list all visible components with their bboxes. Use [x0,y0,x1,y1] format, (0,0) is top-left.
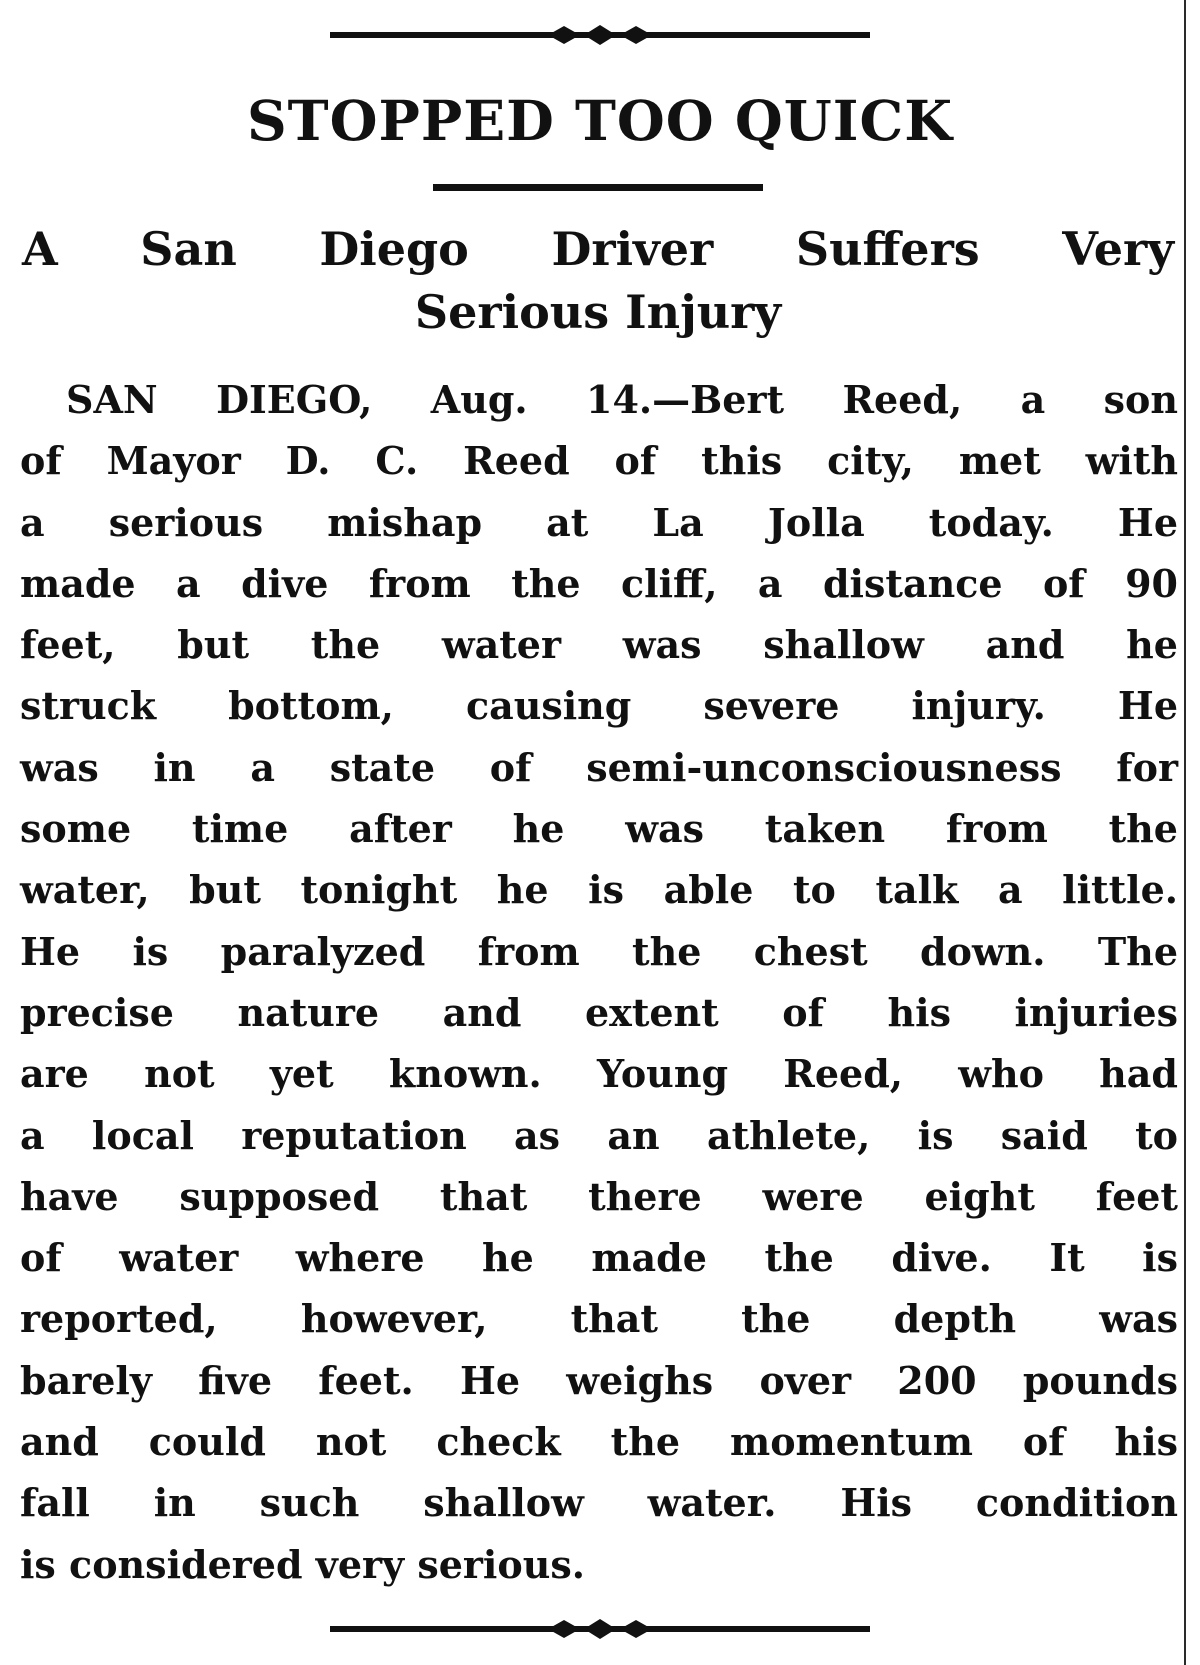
column-edge-rule [1184,0,1186,1665]
body-line: SAN DIEGO, Aug. 14.—Bert Reed, a son [66,377,1178,422]
body-line: barely five feet. He weighs over 200 pounds [20,1357,1178,1403]
body-line: fall in such shallow water. His condition [20,1480,1178,1526]
body-line: reported, however, that the depth was [20,1296,1178,1342]
body-line: was in a state of semi-unconsciousness for [20,744,1178,790]
subheadline-line: A San Diego Driver Suffers Very [22,222,1174,276]
body-line: is considered very serious. [20,1541,585,1587]
subheadline [22,218,1174,344]
body-line: feet, but the water was shallow and he [20,622,1178,668]
bottom-ornamental-rule [330,1614,870,1644]
body-line: struck bottom, causing severe injury. He [20,683,1178,729]
body-line: of Mayor D. C. Reed of this city, met with [20,438,1178,484]
body-line: a local reputation as an athlete, is said to [20,1112,1178,1158]
headline: STOPPED TOO QUICK [246,88,954,153]
headline-divider [433,184,763,191]
body-line: made a dive from the cliff, a distance of 90 [20,560,1178,606]
body-line: precise nature and extent of his injuries [20,989,1178,1035]
subheadline-line: Serious Injury [414,285,782,339]
article-body [20,369,1178,1595]
body-line: are not yet known. Young Reed, who had [20,1051,1178,1097]
body-line: and could not check the momentum of his [20,1419,1178,1465]
body-line: of water where he made the dive. It is [20,1235,1178,1281]
body-line: water, but tonight he is able to talk a little. [20,867,1178,913]
body-line: some time after he was taken from the [20,806,1178,852]
body-line: have supposed that there were eight feet [20,1173,1178,1219]
body-line: He is paralyzed from the chest down. The [20,928,1178,974]
body-line: a serious mishap at La Jolla today. He [20,499,1178,545]
top-ornamental-rule [330,20,870,50]
